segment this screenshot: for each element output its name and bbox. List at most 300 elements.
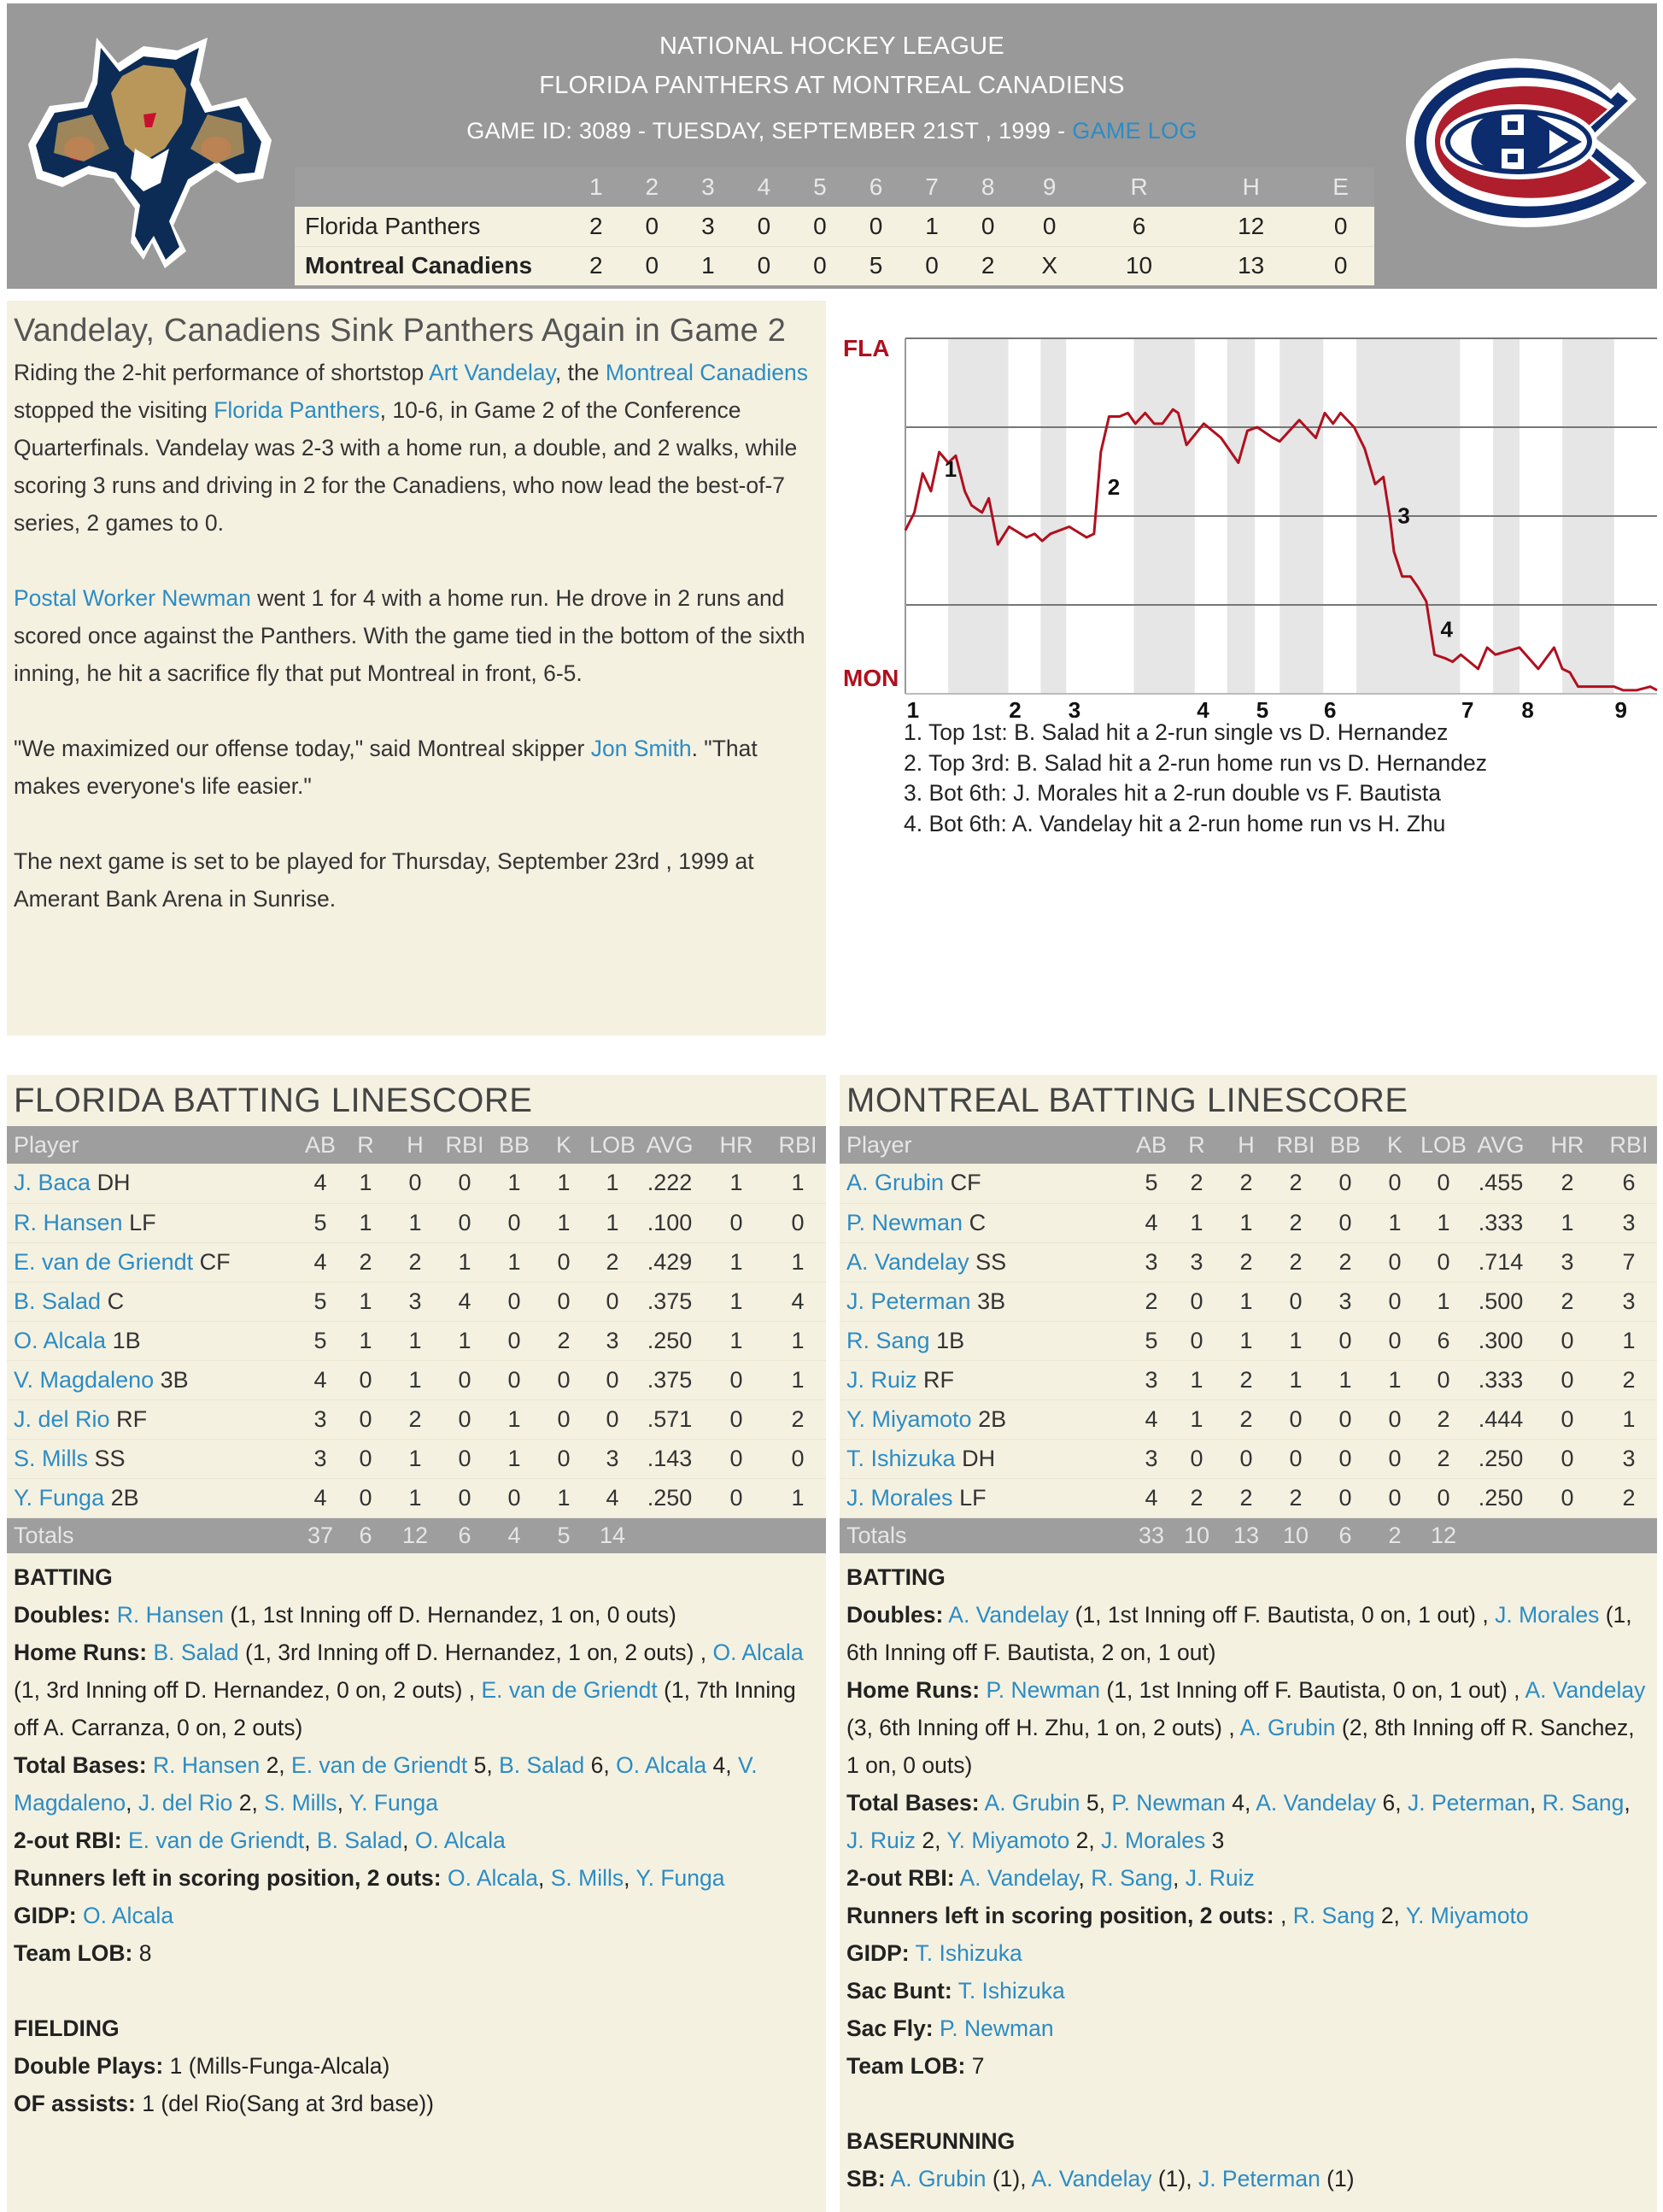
inning-tick-label: 6 — [1323, 697, 1337, 718]
player-cell — [840, 1321, 1131, 1360]
stat-cell: 0 — [1320, 1203, 1370, 1242]
player-link[interactable]: J. Peterman — [1197, 2166, 1320, 2191]
player-cell — [840, 1203, 1131, 1242]
player-link[interactable]: A. Vandelay — [846, 1248, 969, 1275]
player-link[interactable]: P. Newman — [846, 1209, 963, 1235]
player-link[interactable]: R. Hansen — [116, 1602, 224, 1628]
florida-batting-notes — [7, 1553, 826, 2127]
totals-cell: 37 — [300, 1517, 341, 1553]
stat-cell: .375 — [636, 1360, 703, 1399]
player-position: 2B — [978, 1405, 1007, 1432]
stat-cell: 0 — [1320, 1439, 1370, 1478]
notes-line — [14, 2047, 819, 2085]
stat-cell: 0 — [440, 1399, 489, 1439]
stat-cell: 0 — [770, 1439, 826, 1478]
player-link[interactable]: A. Grubin — [1239, 1715, 1336, 1740]
text-segment: 1 (del Rio(Sang at 3rd base)) — [142, 2091, 434, 2116]
linescore-cell: 0 — [960, 207, 1016, 246]
notes-line — [846, 1859, 1650, 1897]
notes-line — [846, 1972, 1650, 2010]
player-link[interactable]: P. Newman — [940, 2015, 1054, 2041]
stat-cell: 0 — [588, 1360, 636, 1399]
totals-label: Totals — [7, 1517, 300, 1553]
stat-cell: 1 — [1221, 1282, 1271, 1321]
text-segment: The next game is set to be played for Thursday, September 23rd , 1999 at Amerant Bank Arena in Sunrise. — [14, 848, 754, 912]
linescore-cell: 0 — [1307, 246, 1374, 285]
player-link[interactable]: P. Newman — [1111, 1790, 1226, 1816]
totals-cell — [770, 1517, 826, 1553]
text-segment: "We maximized our offense today," said Montreal skipper — [14, 736, 591, 761]
stat-cell: 1 — [1172, 1203, 1221, 1242]
player-link[interactable]: E. van de Griendt — [291, 1752, 468, 1778]
player-link[interactable]: A. Grubin — [846, 1170, 945, 1196]
stat-cell: 1 — [770, 1321, 826, 1360]
linescore-col-header: 6 — [848, 167, 905, 207]
article-paragraph — [14, 579, 819, 692]
text-segment: (1) — [1320, 2166, 1355, 2191]
stat-cell: 0 — [1271, 1439, 1320, 1478]
player-link[interactable]: R. Hansen — [153, 1752, 261, 1778]
player-link[interactable]: J. Ruiz — [846, 1366, 917, 1393]
text-segment: (1, 3rd Inning off D. Hernandez, 1 on, 2 outs) , — [238, 1640, 713, 1665]
stat-cell: 0 — [390, 1164, 440, 1203]
stat-cell: 3 — [588, 1321, 636, 1360]
text-segment: 4, — [706, 1752, 738, 1778]
stat-cell: .250 — [636, 1478, 703, 1517]
player-link[interactable]: O. Alcala — [83, 1903, 174, 1928]
stat-cell: .714 — [1467, 1242, 1534, 1282]
stat-cell: 1 — [1420, 1282, 1467, 1321]
text-segment: 2, — [1069, 1828, 1102, 1853]
stat-cell: .500 — [1467, 1282, 1534, 1321]
stat-cell: 0 — [440, 1439, 489, 1478]
stat-cell: 0 — [1420, 1164, 1467, 1203]
linescore-col-header: E — [1307, 167, 1374, 207]
stat-cell: .429 — [636, 1242, 703, 1282]
notes-section-heading: FIELDING — [14, 2015, 120, 2041]
totals-cell: 14 — [588, 1517, 636, 1553]
batting-row — [7, 1282, 826, 1321]
stat-cell: 2 — [1131, 1282, 1172, 1321]
stat-cell: 1 — [341, 1203, 390, 1242]
linescore-team-name: Montreal Canadiens — [295, 246, 568, 285]
stat-cell: 0 — [1534, 1478, 1601, 1517]
text-segment: (3, 6th Inning off H. Zhu, 1 on, 2 outs) , — [846, 1715, 1240, 1740]
notes-label: Runners left in scoring position, 2 outs: — [14, 1865, 442, 1891]
player-link[interactable]: Florida Panthers — [214, 397, 380, 423]
player-link[interactable]: B. Salad — [14, 1288, 102, 1314]
player-link[interactable]: E. van de Griendt — [481, 1677, 658, 1703]
player-link[interactable]: O. Alcala — [447, 1865, 539, 1891]
stat-cell: 2 — [1221, 1164, 1271, 1203]
stat-cell: 2 — [390, 1399, 440, 1439]
florida-batting-table — [7, 1126, 826, 1553]
stat-cell: 0 — [1370, 1478, 1420, 1517]
player-link[interactable]: Postal Worker Newman — [14, 585, 251, 611]
text-segment: , — [538, 1865, 551, 1891]
player-link[interactable]: S. Mills — [14, 1445, 88, 1471]
batting-row — [840, 1164, 1657, 1203]
player-cell — [7, 1282, 300, 1321]
player-position: DH — [962, 1445, 996, 1471]
montreal-batting-title: MONTREAL BATTING LINESCORE — [846, 1082, 1408, 1119]
stat-cell: 1 — [703, 1164, 770, 1203]
text-segment: , — [1624, 1790, 1631, 1816]
stat-cell: 2 — [1534, 1282, 1601, 1321]
stat-cell: 1 — [390, 1478, 440, 1517]
linescore-cell: 12 — [1195, 207, 1307, 246]
stat-cell: 1 — [539, 1478, 588, 1517]
totals-cell: 4 — [489, 1517, 539, 1553]
linescore-cell: 0 — [624, 246, 681, 285]
stat-cell: .300 — [1467, 1321, 1534, 1360]
stat-cell: 2 — [539, 1321, 588, 1360]
event-marker-label: 2 — [1107, 474, 1121, 501]
stat-cell: 0 — [1320, 1164, 1370, 1203]
linescore-cell: 5 — [848, 246, 905, 285]
totals-cell: 5 — [539, 1517, 588, 1553]
stat-cell: 0 — [1370, 1242, 1420, 1282]
linescore-col-header: H — [1195, 167, 1307, 207]
text-segment: , — [126, 1790, 138, 1816]
totals-cell: 6 — [1320, 1517, 1370, 1553]
linescore-cell: 0 — [848, 207, 905, 246]
stat-cell: 3 — [1601, 1203, 1657, 1242]
player-link[interactable]: S. Mills — [264, 1790, 337, 1816]
player-link[interactable]: J. Morales — [846, 1484, 953, 1511]
stat-cell: 0 — [703, 1399, 770, 1439]
totals-cell: 10 — [1271, 1517, 1320, 1553]
inning-tick-label: 7 — [1461, 697, 1474, 718]
legend-entry: 4. Bot 6th: A. Vandelay hit a 2-run home run vs H. Zhu — [904, 810, 1446, 836]
stat-cell: 0 — [539, 1439, 588, 1478]
player-link[interactable]: B. Salad — [499, 1752, 585, 1778]
top-team-label: FLA — [843, 335, 890, 361]
batting-row — [840, 1321, 1657, 1360]
player-link[interactable]: A. Vandelay — [948, 1602, 1069, 1628]
notes-line — [14, 1596, 819, 1634]
linescore-col-header: R — [1083, 167, 1195, 207]
linescore-cell: 2 — [960, 246, 1016, 285]
batting-col-header: RBI — [770, 1126, 826, 1164]
player-cell — [7, 1399, 300, 1439]
notes-label: Doubles: — [846, 1602, 944, 1628]
player-link[interactable]: S. Mills — [550, 1865, 624, 1891]
player-link[interactable]: P. Newman — [986, 1677, 1101, 1703]
player-link[interactable]: J. Morales — [1495, 1602, 1600, 1628]
game-log-link[interactable]: GAME LOG — [1072, 118, 1197, 144]
linescore-cell: 3 — [680, 207, 736, 246]
player-link[interactable]: Y. Miyamoto — [1405, 1903, 1529, 1928]
player-link[interactable]: B. Salad — [316, 1828, 403, 1853]
montreal-batting-notes — [840, 1553, 1657, 2203]
florida-batting-section — [7, 1075, 826, 2212]
spacer — [846, 2085, 1650, 2122]
linescore-col-header: 2 — [624, 167, 681, 207]
stat-cell: 0 — [539, 1360, 588, 1399]
player-link[interactable]: Y. Funga — [348, 1790, 438, 1816]
stat-cell: 4 — [770, 1282, 826, 1321]
notes-line — [14, 1934, 819, 1972]
notes-label: Doubles: — [14, 1602, 111, 1628]
stat-cell: 2 — [1320, 1242, 1370, 1282]
player-link[interactable]: J. del Rio — [14, 1405, 110, 1432]
stat-cell: .333 — [1467, 1203, 1534, 1242]
notes-label: GIDP: — [846, 1940, 910, 1966]
player-cell — [840, 1399, 1131, 1439]
player-cell — [7, 1242, 300, 1282]
player-link[interactable]: E. van de Griendt — [127, 1828, 305, 1853]
stat-cell: 0 — [703, 1478, 770, 1517]
linescore-cell: 10 — [1083, 246, 1195, 285]
player-link[interactable]: O. Alcala — [414, 1828, 506, 1853]
stat-cell: 1 — [489, 1399, 539, 1439]
player-link[interactable]: A. Grubin — [890, 2166, 987, 2191]
batting-row — [840, 1399, 1657, 1439]
stat-cell: 2 — [1221, 1399, 1271, 1439]
canadiens-ch-icon — [1406, 58, 1647, 227]
stat-cell: .250 — [636, 1321, 703, 1360]
text-segment: , — [304, 1828, 317, 1853]
stat-cell: 3 — [1131, 1439, 1172, 1478]
stat-cell: 6 — [1601, 1164, 1657, 1203]
linescore-cell: 0 — [904, 246, 960, 285]
stat-cell: .455 — [1467, 1164, 1534, 1203]
stat-cell: 2 — [390, 1242, 440, 1282]
player-position: SS — [94, 1445, 126, 1471]
stat-cell: .100 — [636, 1203, 703, 1242]
player-link[interactable]: J. Morales — [1101, 1828, 1206, 1853]
stat-cell: .222 — [636, 1164, 703, 1203]
stat-cell: .250 — [1467, 1478, 1534, 1517]
stat-cell: 1 — [539, 1203, 588, 1242]
stat-cell: .333 — [1467, 1360, 1534, 1399]
text-segment: went 1 for 4 with a home run. He drove in 2 runs and scored once against the Panthers. With the game tied in the bottom of the sixth inning, he hit a sacrifice fly that put Montreal in front, 6-5. — [14, 585, 805, 686]
player-position: DH — [97, 1170, 131, 1196]
stat-cell: 0 — [539, 1282, 588, 1321]
stat-cell: 2 — [341, 1242, 390, 1282]
stat-cell: 5 — [1131, 1164, 1172, 1203]
stat-cell: 0 — [440, 1164, 489, 1203]
event-marker-label: 4 — [1440, 616, 1454, 642]
batting-row — [7, 1203, 826, 1242]
linescore-row — [295, 207, 1374, 246]
stat-cell: 2 — [1221, 1242, 1271, 1282]
stat-cell: 1 — [1172, 1399, 1221, 1439]
player-position: RF — [923, 1366, 955, 1393]
linescore-cell: 1 — [904, 207, 960, 246]
stat-cell: 0 — [770, 1203, 826, 1242]
linescore-cell: 2 — [568, 207, 624, 246]
stat-cell: 1 — [440, 1242, 489, 1282]
stat-cell: 3 — [1131, 1360, 1172, 1399]
batting-row — [7, 1360, 826, 1399]
stat-cell: 1 — [588, 1164, 636, 1203]
stat-cell: 4 — [1131, 1478, 1172, 1517]
stat-cell: 1 — [489, 1164, 539, 1203]
linescore-team-header — [295, 167, 568, 207]
notes-line — [846, 2047, 1650, 2085]
linescore-cell: 0 — [1307, 207, 1374, 246]
text-segment: (2, 8th Inning off R. Sanchez, 1 on, 0 outs) — [846, 1715, 1635, 1778]
notes-line — [846, 1596, 1650, 1671]
stat-cell: 0 — [1370, 1282, 1420, 1321]
legend-entry: 1. Top 1st: B. Salad hit a 2-run single vs D. Hernandez — [904, 719, 1449, 745]
text-segment: (1, 7th Inning off A. Carranza, 0 on, 2 outs) — [14, 1677, 796, 1740]
player-link[interactable]: J. Ruiz — [1185, 1865, 1255, 1891]
stat-cell: 0 — [341, 1399, 390, 1439]
player-link[interactable]: Montreal Canadiens — [605, 360, 809, 385]
player-link[interactable]: Y. Miyamoto — [946, 1828, 1070, 1853]
player-link[interactable]: A. Vandelay — [1256, 1790, 1377, 1816]
article-paragraph — [14, 730, 819, 805]
stat-cell: 1 — [390, 1203, 440, 1242]
stat-cell: 1 — [539, 1164, 588, 1203]
stat-cell: 0 — [1320, 1399, 1370, 1439]
inning-tick-label: 9 — [1614, 697, 1627, 718]
notes-label: SB: — [846, 2166, 886, 2191]
player-link[interactable]: T. Ishizuka — [846, 1445, 956, 1471]
stat-cell: 0 — [1534, 1399, 1601, 1439]
inning-tick-label: 5 — [1256, 697, 1269, 718]
stat-cell: 0 — [1420, 1478, 1467, 1517]
player-position: 2B — [110, 1484, 139, 1511]
player-link[interactable]: J. Ruiz — [846, 1828, 916, 1853]
linescore-cell: 0 — [792, 207, 848, 246]
player-cell — [840, 1360, 1131, 1399]
batting-row — [840, 1360, 1657, 1399]
stat-cell: 5 — [300, 1203, 341, 1242]
stat-cell: .250 — [1467, 1439, 1534, 1478]
batting-col-header: BB — [489, 1126, 539, 1164]
stat-cell: 0 — [539, 1242, 588, 1282]
batting-col-header: AB — [1131, 1126, 1172, 1164]
stat-cell: 1 — [341, 1282, 390, 1321]
player-link[interactable]: O. Alcala — [616, 1752, 707, 1778]
notes-label: 2-out RBI: — [14, 1828, 122, 1853]
stat-cell: 1 — [440, 1321, 489, 1360]
stat-cell: 3 — [300, 1399, 341, 1439]
player-link[interactable]: O. Alcala — [712, 1640, 804, 1665]
player-link[interactable]: R. Hansen — [14, 1209, 123, 1235]
player-link[interactable]: J. del Rio — [138, 1790, 233, 1816]
linescore-col-header: 5 — [792, 167, 848, 207]
stat-cell: 2 — [770, 1399, 826, 1439]
player-link[interactable]: Art Vandelay — [429, 360, 555, 385]
stat-cell: 2 — [1601, 1360, 1657, 1399]
player-link[interactable]: Y. Miyamoto — [846, 1405, 972, 1432]
stat-cell: 0 — [539, 1399, 588, 1439]
stat-cell: 1 — [1221, 1203, 1271, 1242]
game-header — [7, 3, 1657, 289]
player-link[interactable]: V. Magdaleno — [14, 1366, 155, 1393]
stat-cell: 1 — [1601, 1399, 1657, 1439]
notes-line — [14, 1634, 819, 1746]
stat-cell: 2 — [1420, 1399, 1467, 1439]
inning-tick-label: 1 — [906, 697, 920, 718]
player-link[interactable]: V. Magdaleno — [14, 1752, 758, 1816]
player-link[interactable]: Y. Funga — [14, 1484, 105, 1511]
player-link[interactable]: Y. Funga — [635, 1865, 725, 1891]
batting-col-header: RBI — [440, 1126, 489, 1164]
stat-cell: 0 — [1534, 1321, 1601, 1360]
stat-cell: 1 — [341, 1164, 390, 1203]
spacer — [14, 1972, 819, 2010]
player-link[interactable]: J. Baca — [14, 1170, 91, 1196]
player-link[interactable]: R. Sang — [1542, 1790, 1625, 1816]
stat-cell: 3 — [1601, 1439, 1657, 1478]
batting-col-header: Player — [7, 1126, 300, 1164]
stat-cell: 1 — [1370, 1360, 1420, 1399]
notes-line — [846, 2010, 1650, 2047]
player-position: LF — [129, 1209, 156, 1235]
text-segment: 5, — [467, 1752, 500, 1778]
batting-col-header: K — [539, 1126, 588, 1164]
stat-cell: 0 — [1370, 1321, 1420, 1360]
batting-col-header: R — [341, 1126, 390, 1164]
player-link[interactable]: A. Vandelay — [1525, 1677, 1646, 1703]
stat-cell: 0 — [1221, 1439, 1271, 1478]
text-segment: , — [1529, 1790, 1543, 1816]
linescore-cell: 1 — [680, 246, 736, 285]
player-cell — [7, 1164, 300, 1203]
stat-cell: 0 — [703, 1439, 770, 1478]
stat-cell: 0 — [489, 1203, 539, 1242]
notes-line — [14, 1859, 819, 1897]
player-link[interactable]: R. Sang — [846, 1327, 930, 1353]
player-link[interactable]: A. Vandelay — [1031, 2166, 1152, 2191]
batting-col-header: HR — [1534, 1126, 1601, 1164]
player-link[interactable]: E. van de Griendt — [14, 1248, 194, 1275]
player-link[interactable]: T. Ishizuka — [915, 1940, 1022, 1966]
player-link[interactable]: A. Vandelay — [959, 1865, 1079, 1891]
text-segment: , — [402, 1828, 415, 1853]
totals-label: Totals — [840, 1517, 1131, 1553]
inning-tick-label: 4 — [1197, 697, 1209, 718]
linescore-cell: 0 — [1016, 207, 1083, 246]
player-link[interactable]: J. Peterman — [846, 1288, 971, 1314]
game-linescore — [295, 167, 1374, 285]
player-link[interactable]: A. Grubin — [984, 1790, 1080, 1816]
article-title: Vandelay, Canadiens Sink Panthers Again in Game 2 — [14, 313, 787, 349]
player-link[interactable]: Jon Smith — [590, 736, 692, 761]
stat-cell: 1 — [1320, 1360, 1370, 1399]
text-segment: (1, 3rd Inning off D. Hernandez, 0 on, 2 outs) , — [14, 1677, 482, 1703]
player-link[interactable]: O. Alcala — [14, 1327, 107, 1353]
notes-section-heading: BASERUNNING — [846, 2128, 1016, 2154]
stat-cell: 2 — [1271, 1242, 1320, 1282]
stat-cell: 0 — [703, 1203, 770, 1242]
player-link[interactable]: J. Peterman — [1408, 1790, 1530, 1816]
player-link[interactable]: B. Salad — [153, 1640, 239, 1665]
article-paragraph — [14, 354, 819, 542]
totals-cell: 13 — [1221, 1517, 1271, 1553]
batting-col-header: LOB — [1420, 1126, 1467, 1164]
player-link[interactable]: R. Sang — [1292, 1903, 1375, 1928]
stat-cell: 0 — [489, 1282, 539, 1321]
player-link[interactable]: R. Sang — [1091, 1865, 1173, 1891]
notes-line — [14, 1897, 819, 1934]
stat-cell: 7 — [1601, 1242, 1657, 1282]
batting-row — [840, 1439, 1657, 1478]
text-segment: , — [1172, 1865, 1186, 1891]
stat-cell: 1 — [770, 1360, 826, 1399]
stat-cell: 0 — [1534, 1360, 1601, 1399]
stat-cell: 0 — [1271, 1282, 1320, 1321]
notes-label: Team LOB: — [846, 2053, 966, 2079]
player-link[interactable]: T. Ishizuka — [957, 1978, 1065, 2004]
batting-row — [7, 1164, 826, 1203]
